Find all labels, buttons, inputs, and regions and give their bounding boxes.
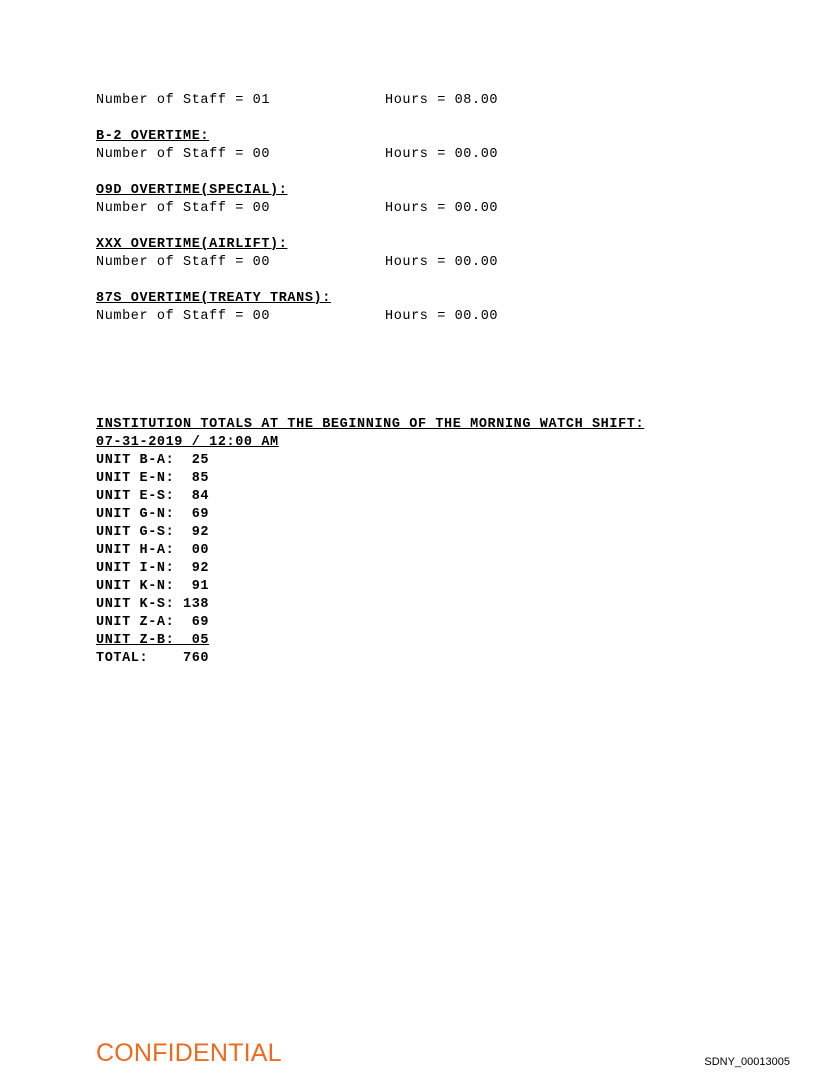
- staff-hours-row: [96, 254, 746, 272]
- staff-count-text: Number of Staff = 01: [96, 93, 271, 108]
- section-heading-treaty: 87S OVERTIME(TREATY TRANS):: [96, 291, 331, 306]
- unit-total-row: UNIT E-N: 85: [96, 471, 210, 486]
- staff-hours-row: [96, 146, 746, 164]
- section-heading-row: [96, 290, 746, 308]
- institution-totals-block: [96, 416, 746, 668]
- staff-count-text: Number of Staff = 00: [96, 201, 271, 216]
- spacer: [96, 272, 746, 290]
- institution-totals-heading-line1: INSTITUTION TOTALS AT THE BEGINNING OF THE MORNING WATCH SHIFT:: [96, 417, 645, 432]
- overtime-block-first: [96, 92, 746, 110]
- section-heading-b2: B-2 OVERTIME:: [96, 129, 210, 144]
- unit-total-row: UNIT E-S: 84: [96, 489, 210, 504]
- grand-total-row: TOTAL: 760: [96, 651, 210, 666]
- unit-total-row: UNIT K-N: 91: [96, 579, 210, 594]
- unit-total-row: UNIT G-S: 92: [96, 525, 210, 540]
- section-heading-o9d: O9D OVERTIME(SPECIAL):: [96, 183, 288, 198]
- section-heading-row: [96, 236, 746, 254]
- staff-hours-row: [96, 200, 746, 218]
- unit-total-row: UNIT Z-B: 05: [96, 633, 210, 648]
- staff-hours-row: [96, 92, 746, 110]
- section-heading-row: [96, 182, 746, 200]
- confidential-stamp: CONFIDENTIAL: [96, 1039, 282, 1067]
- hours-text: Hours = 00.00: [385, 255, 499, 270]
- hours-text: Hours = 00.00: [385, 201, 499, 216]
- spacer: [96, 218, 746, 236]
- overtime-block-treaty: [96, 290, 746, 326]
- bates-number: SDNY_00013005: [704, 1056, 790, 1068]
- institution-totals-heading-line2: 07-31-2019 / 12:00 AM: [96, 435, 279, 450]
- staff-count-text: Number of Staff = 00: [96, 309, 271, 324]
- hours-text: Hours = 00.00: [385, 147, 499, 162]
- unit-total-row: UNIT B-A: 25: [96, 453, 210, 468]
- spacer: [96, 326, 746, 398]
- section-heading-row: [96, 128, 746, 146]
- unit-total-row: UNIT Z-A: 69: [96, 615, 210, 630]
- overtime-block-airlift: [96, 236, 746, 272]
- overtime-block-o9d: [96, 182, 746, 218]
- spacer: [96, 164, 746, 182]
- document-body: [96, 92, 746, 668]
- spacer: [96, 398, 746, 416]
- unit-total-row: UNIT G-N: 69: [96, 507, 210, 522]
- overtime-block-b2: [96, 128, 746, 164]
- spacer: [96, 110, 746, 128]
- hours-text: Hours = 00.00: [385, 309, 499, 324]
- staff-count-text: Number of Staff = 00: [96, 255, 271, 270]
- hours-text: Hours = 08.00: [385, 93, 499, 108]
- section-heading-airlift: XXX OVERTIME(AIRLIFT):: [96, 237, 288, 252]
- staff-hours-row: [96, 308, 746, 326]
- unit-total-row: UNIT I-N: 92: [96, 561, 210, 576]
- staff-count-text: Number of Staff = 00: [96, 147, 271, 162]
- unit-total-row: UNIT H-A: 00: [96, 543, 210, 558]
- unit-total-row: UNIT K-S: 138: [96, 597, 210, 612]
